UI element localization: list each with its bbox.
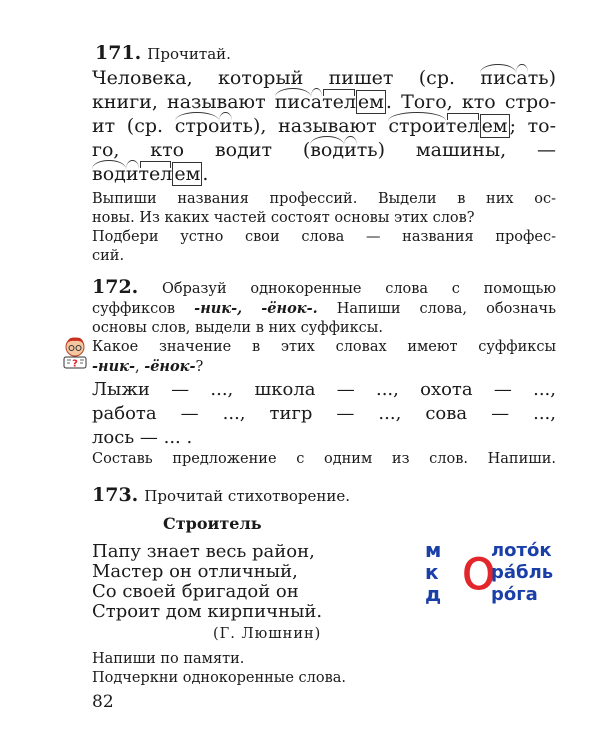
exercise-171-header bbox=[95, 42, 231, 64]
exercise-173-header bbox=[92, 484, 350, 506]
exercise-number: 172. bbox=[92, 276, 139, 298]
text-line: книги, называют писател ем . Того, кто стро- bbox=[92, 91, 557, 113]
poem-title: Строитель bbox=[163, 514, 262, 533]
text-line: го, кто водит (водить) машины, — bbox=[92, 139, 556, 161]
text-line: Человека, который пишет (ср. писать) bbox=[92, 67, 556, 89]
suffix-mark: а bbox=[310, 91, 323, 113]
vocab-letter: к bbox=[425, 560, 439, 584]
page-number: 82 bbox=[92, 692, 114, 712]
exercise-172-task bbox=[92, 278, 556, 377]
exercise-172-final bbox=[92, 450, 556, 469]
word-line: работа — ..., тигр — ..., сова — ..., bbox=[92, 403, 556, 424]
poem-line: Строит дом кирпичный. bbox=[92, 601, 323, 622]
task-line: Напиши по памяти. bbox=[92, 651, 245, 667]
poem-line: Мастер он отличный, bbox=[92, 561, 298, 582]
suffix-mark: а bbox=[516, 67, 528, 89]
root-mark: стро bbox=[174, 115, 220, 137]
question-line: Какое значение в этих словах имеют суффиксы bbox=[92, 339, 556, 355]
exercise-number: 173. bbox=[92, 484, 139, 506]
text-line: ит (ср. строить), называют строител ем ; то- bbox=[92, 115, 556, 137]
suffix-mark: и bbox=[219, 115, 233, 137]
task-line: 172. Образуй однокоренные слова с помощью bbox=[92, 276, 556, 298]
text-line: водител ем . bbox=[92, 163, 209, 185]
vocab-word-end: ра́бль bbox=[491, 562, 554, 583]
task-line: сий. bbox=[92, 248, 125, 264]
task-line: Выпиши названия профессий. Выдели в них ос- bbox=[92, 191, 556, 207]
word-line: лось — ... . bbox=[92, 427, 193, 448]
poem-line: Со своей бригадой он bbox=[92, 581, 299, 602]
task-line: новы. Из каких частей состоят основы этих слов? bbox=[92, 210, 475, 226]
question-line: -ник-, -ёнок-? bbox=[92, 358, 204, 375]
exercise-instruction: Прочитай. bbox=[147, 45, 231, 63]
root-mark: пис bbox=[274, 91, 311, 113]
vocabulary-words bbox=[425, 535, 565, 608]
ending-box: ем bbox=[357, 91, 384, 113]
suffix-mark: и bbox=[344, 139, 357, 161]
exercise-171-text bbox=[92, 66, 556, 186]
root-mark: вод bbox=[92, 163, 126, 185]
suffix-example: -ник-, bbox=[194, 300, 243, 317]
suffix-mark: и bbox=[125, 163, 139, 185]
task-line: основы слов, выдели в них суффиксы. bbox=[92, 320, 383, 336]
exercise-172-words bbox=[92, 378, 556, 450]
vocab-letter: д bbox=[425, 582, 442, 606]
task-line: суффиксов -ник-, -ёнок-. Напиши слова, обозначь bbox=[92, 300, 556, 317]
exercise-173-tasks bbox=[92, 650, 556, 688]
suffix-mark: тел bbox=[322, 91, 356, 113]
svg-text:?: ? bbox=[72, 358, 78, 370]
suffix-mark: тел bbox=[138, 163, 173, 185]
task-line: Составь предложение с одним из слов. Напиши. bbox=[92, 451, 556, 467]
root-mark: пис bbox=[480, 67, 517, 89]
vocab-letter: м bbox=[425, 538, 442, 562]
poem-line: Папу знает весь район, bbox=[92, 541, 315, 562]
task-line: Подбери устно свои слова — названия профес- bbox=[92, 229, 556, 245]
exercise-number: 171. bbox=[95, 42, 142, 64]
vocab-word-end: ро́га bbox=[491, 584, 538, 605]
root-mark: строи bbox=[388, 115, 446, 137]
suffix-example: -ёнок-. bbox=[261, 300, 318, 317]
vocab-shared-letter: о bbox=[461, 535, 497, 603]
poem-author: (Г. Люшнин) bbox=[213, 626, 322, 642]
word-line: Лыжи — ..., школа — ..., охота — ..., bbox=[92, 379, 556, 400]
vocab-word-end: лото́к bbox=[491, 540, 552, 561]
ending-box: ем bbox=[174, 163, 201, 185]
ending-box: ем bbox=[481, 115, 508, 137]
think-icon bbox=[61, 336, 91, 370]
poem bbox=[92, 542, 322, 622]
root-mark: вод bbox=[310, 139, 345, 161]
exercise-171-tasks bbox=[92, 190, 556, 266]
task-line: Подчеркни однокоренные слова. bbox=[92, 670, 346, 686]
exercise-instruction: Прочитай стихотворение. bbox=[144, 487, 350, 505]
suffix-mark: тел bbox=[445, 115, 480, 137]
